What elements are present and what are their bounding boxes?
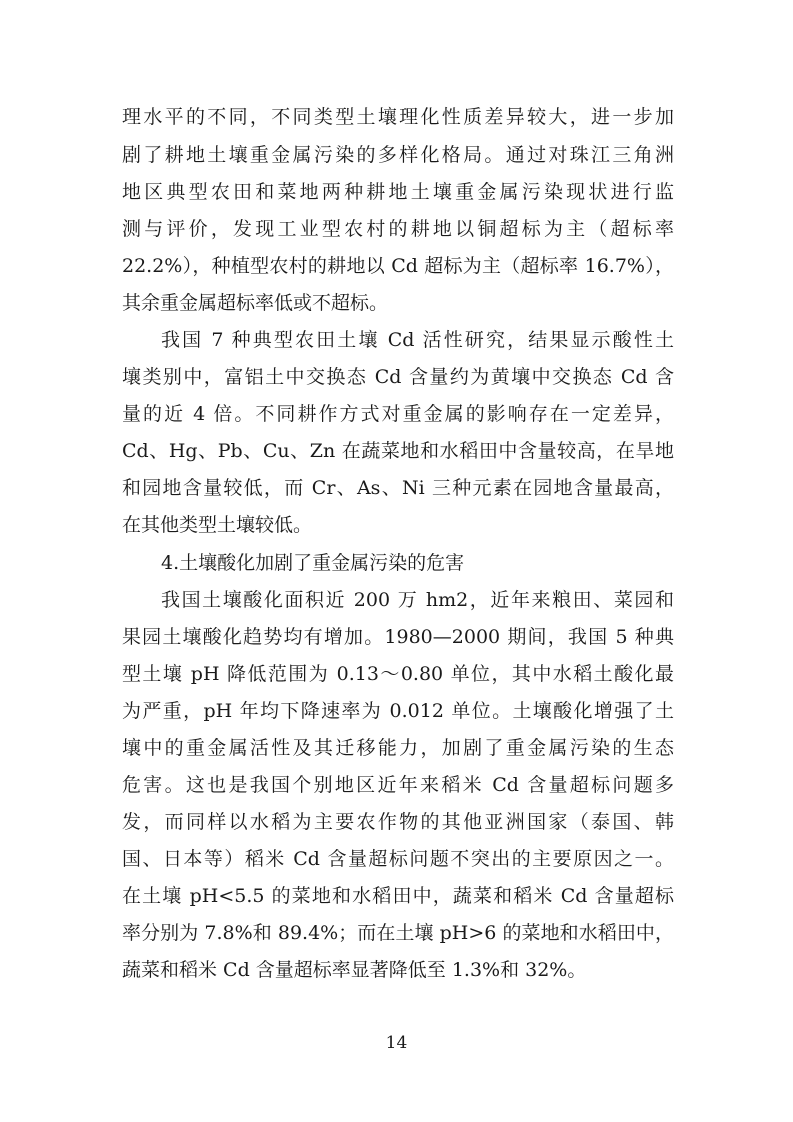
text-line: 和园地含量较低，而 Cr、As、Ni 三种元素在园地含量最高，	[122, 477, 674, 499]
text-line: 地区典型农田和菜地两种耕地土壤重金属污染现状进行监	[122, 181, 674, 203]
text-line: 剧了耕地土壤重金属污染的多样化格局。通过对珠江三角洲	[122, 144, 674, 166]
section-heading: 4.土壤酸化加剧了重金属污染的危害	[161, 552, 465, 574]
text-line: 壤中的重金属活性及其迁移能力，加剧了重金属污染的生态	[122, 737, 674, 759]
page-number: 14	[385, 1033, 408, 1053]
text-line: 型土壤 pH 降低范围为 0.13～0.80 单位，其中水稻土酸化最	[122, 663, 674, 685]
text-line: 其余重金属超标率低或不超标。	[122, 292, 389, 314]
text-line: 国、日本等）稻米 Cd 含量超标问题不突出的主要原因之一。	[122, 848, 674, 870]
text-line: 测与评价，发现工业型农村的耕地以铜超标为主（超标率	[122, 218, 674, 240]
text-line: 壤类别中，富铝土中交换态 Cd 含量约为黄壤中交换态 Cd 含	[122, 366, 674, 388]
text-line: 我国土壤酸化面积近 200 万 hm2，近年来粮田、菜园和	[161, 589, 674, 611]
text-line: Cd、Hg、Pb、Cu、Zn 在蔬菜地和水稻田中含量较高，在旱地	[122, 440, 674, 462]
text-line: 我国 7 种典型农田土壤 Cd 活性研究，结果显示酸性土	[161, 329, 674, 351]
text-line: 22.2%），种植型农村的耕地以 Cd 超标为主（超标率 16.7%），	[122, 255, 674, 277]
text-line: 量的近 4 倍。不同耕作方式对重金属的影响存在一定差异，	[122, 403, 674, 425]
text-line: 发，而同样以水稻为主要农作物的其他亚洲国家（泰国、韩	[122, 811, 674, 833]
text-line: 为严重，pH 年均下降速率为 0.012 单位。土壤酸化增强了土	[122, 700, 674, 722]
text-line: 在土壤 pH<5.5 的菜地和水稻田中，蔬菜和稻米 Cd 含量超标	[122, 885, 674, 907]
text-line: 果园土壤酸化趋势均有增加。1980—2000 期间，我国 5 种典	[122, 626, 674, 648]
text-line: 理水平的不同，不同类型土壤理化性质差异较大，进一步加	[122, 106, 674, 128]
text-line: 蔬菜和稻米 Cd 含量超标率显著降低至 1.3%和 32%。	[122, 959, 587, 981]
text-line: 在其他类型土壤较低。	[122, 514, 313, 536]
text-line: 率分别为 7.8%和 89.4%；而在土壤 pH>6 的菜地和水稻田中，	[122, 922, 674, 944]
text-line: 危害。这也是我国个别地区近年来稻米 Cd 含量超标问题多	[122, 774, 674, 796]
